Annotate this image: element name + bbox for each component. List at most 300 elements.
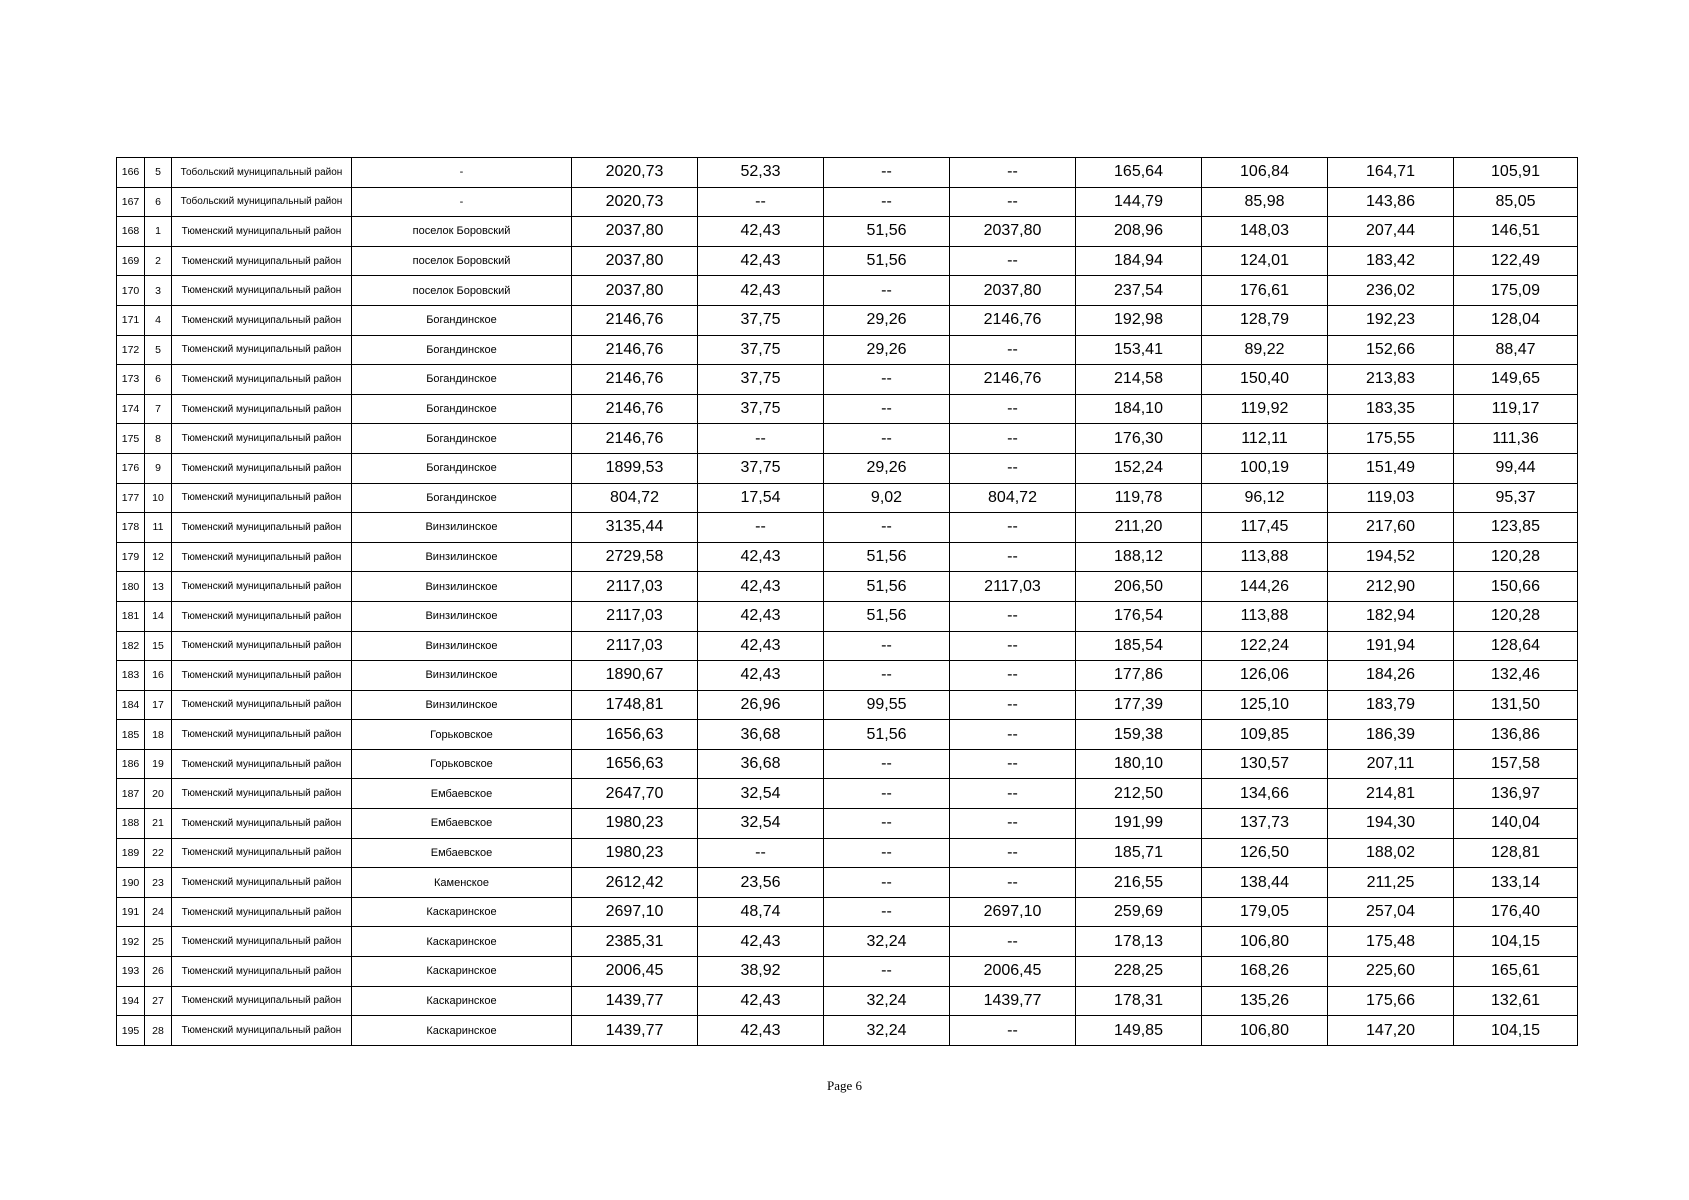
settlement-cell: Богандинское <box>352 424 572 454</box>
value-cell: 1980,23 <box>572 838 698 868</box>
district-cell: Тюменский муниципальный район <box>172 749 352 779</box>
settlement-cell: Винзилинское <box>352 661 572 691</box>
value-cell: 804,72 <box>572 483 698 513</box>
settlement-cell: Каскаринское <box>352 957 572 987</box>
value-cell: 236,02 <box>1328 276 1454 306</box>
value-cell: 119,92 <box>1202 394 1328 424</box>
value-cell: -- <box>824 809 950 839</box>
value-cell: 176,40 <box>1454 897 1578 927</box>
row-number-cell: 171 <box>117 305 145 335</box>
value-cell: -- <box>824 897 950 927</box>
item-index-cell: 15 <box>145 631 172 661</box>
value-cell: 208,96 <box>1076 217 1202 247</box>
value-cell: 104,15 <box>1454 1016 1578 1046</box>
settlement-cell: Ембаевское <box>352 779 572 809</box>
value-cell: -- <box>824 187 950 217</box>
value-cell: 42,43 <box>698 246 824 276</box>
value-cell: 85,98 <box>1202 187 1328 217</box>
value-cell: 3135,44 <box>572 513 698 543</box>
value-cell: -- <box>824 394 950 424</box>
value-cell: 150,66 <box>1454 572 1578 602</box>
district-cell: Тюменский муниципальный район <box>172 483 352 513</box>
value-cell: 237,54 <box>1076 276 1202 306</box>
value-cell: 214,58 <box>1076 365 1202 395</box>
value-cell: 2117,03 <box>572 572 698 602</box>
value-cell: 42,43 <box>698 217 824 247</box>
value-cell: 2146,76 <box>950 365 1076 395</box>
value-cell: 207,44 <box>1328 217 1454 247</box>
value-cell: 132,61 <box>1454 986 1578 1016</box>
table-row <box>117 631 1578 661</box>
district-cell: Тюменский муниципальный район <box>172 217 352 247</box>
value-cell: 136,97 <box>1454 779 1578 809</box>
table-row <box>117 335 1578 365</box>
district-cell: Тюменский муниципальный район <box>172 365 352 395</box>
district-cell: Тюменский муниципальный район <box>172 690 352 720</box>
row-number-cell: 193 <box>117 957 145 987</box>
settlement-cell: Каменское <box>352 868 572 898</box>
value-cell: 123,85 <box>1454 513 1578 543</box>
value-cell: 188,02 <box>1328 838 1454 868</box>
page-number: Page 6 <box>826 1078 863 1093</box>
settlement-cell: Каскаринское <box>352 897 572 927</box>
table-row <box>117 838 1578 868</box>
value-cell: 1899,53 <box>572 453 698 483</box>
item-index-cell: 6 <box>145 187 172 217</box>
settlement-cell: Винзилинское <box>352 631 572 661</box>
value-cell: 134,66 <box>1202 779 1328 809</box>
item-index-cell: 16 <box>145 661 172 691</box>
value-cell: 106,80 <box>1202 927 1328 957</box>
value-cell: 206,50 <box>1076 572 1202 602</box>
value-cell: 2037,80 <box>572 217 698 247</box>
district-cell: Тюменский муниципальный район <box>172 779 352 809</box>
value-cell: 2020,73 <box>572 187 698 217</box>
value-cell: 151,49 <box>1328 453 1454 483</box>
table-row <box>117 276 1578 306</box>
district-cell: Тюменский муниципальный район <box>172 957 352 987</box>
value-cell: 175,48 <box>1328 927 1454 957</box>
value-cell: 124,01 <box>1202 246 1328 276</box>
value-cell: 23,56 <box>698 868 824 898</box>
item-index-cell: 5 <box>145 335 172 365</box>
value-cell: 132,46 <box>1454 661 1578 691</box>
item-index-cell: 24 <box>145 897 172 927</box>
value-cell: 105,91 <box>1454 158 1578 188</box>
settlement-cell: Каскаринское <box>352 986 572 1016</box>
value-cell: 1439,77 <box>572 1016 698 1046</box>
table-row <box>117 690 1578 720</box>
district-cell: Тюменский муниципальный район <box>172 868 352 898</box>
district-cell: Тюменский муниципальный район <box>172 838 352 868</box>
row-number-cell: 170 <box>117 276 145 306</box>
value-cell: -- <box>824 424 950 454</box>
table-row <box>117 927 1578 957</box>
value-cell: 2146,76 <box>572 424 698 454</box>
row-number-cell: 178 <box>117 513 145 543</box>
value-cell: 217,60 <box>1328 513 1454 543</box>
value-cell: 168,26 <box>1202 957 1328 987</box>
district-cell: Тюменский муниципальный район <box>172 897 352 927</box>
value-cell: 2117,03 <box>950 572 1076 602</box>
value-cell: 1890,67 <box>572 661 698 691</box>
row-number-cell: 180 <box>117 572 145 602</box>
value-cell: 149,65 <box>1454 365 1578 395</box>
value-cell: 135,26 <box>1202 986 1328 1016</box>
value-cell: 2146,76 <box>572 335 698 365</box>
value-cell: 152,66 <box>1328 335 1454 365</box>
row-number-cell: 181 <box>117 601 145 631</box>
item-index-cell: 18 <box>145 720 172 750</box>
value-cell: 42,43 <box>698 601 824 631</box>
item-index-cell: 23 <box>145 868 172 898</box>
value-cell: 51,56 <box>824 572 950 602</box>
value-cell: -- <box>950 927 1076 957</box>
table-row <box>117 187 1578 217</box>
value-cell: 120,28 <box>1454 542 1578 572</box>
value-cell: 37,75 <box>698 365 824 395</box>
row-number-cell: 176 <box>117 453 145 483</box>
item-index-cell: 26 <box>145 957 172 987</box>
value-cell: 2146,76 <box>572 305 698 335</box>
value-cell: 122,24 <box>1202 631 1328 661</box>
settlement-cell: поселок Боровский <box>352 217 572 247</box>
value-cell: 191,94 <box>1328 631 1454 661</box>
value-cell: 183,42 <box>1328 246 1454 276</box>
tariff-table <box>116 157 1578 1046</box>
district-cell: Тюменский муниципальный район <box>172 986 352 1016</box>
value-cell: -- <box>950 187 1076 217</box>
value-cell: 26,96 <box>698 690 824 720</box>
value-cell: -- <box>950 542 1076 572</box>
value-cell: 29,26 <box>824 335 950 365</box>
value-cell: -- <box>950 1016 1076 1046</box>
value-cell: 88,47 <box>1454 335 1578 365</box>
value-cell: 52,33 <box>698 158 824 188</box>
value-cell: 117,45 <box>1202 513 1328 543</box>
value-cell: -- <box>824 631 950 661</box>
item-index-cell: 25 <box>145 927 172 957</box>
value-cell: 143,86 <box>1328 187 1454 217</box>
value-cell: 42,43 <box>698 572 824 602</box>
value-cell: 119,78 <box>1076 483 1202 513</box>
row-number-cell: 179 <box>117 542 145 572</box>
settlement-cell: поселок Боровский <box>352 276 572 306</box>
item-index-cell: 9 <box>145 453 172 483</box>
value-cell: 37,75 <box>698 453 824 483</box>
value-cell: -- <box>698 187 824 217</box>
row-number-cell: 188 <box>117 809 145 839</box>
row-number-cell: 184 <box>117 690 145 720</box>
value-cell: 42,43 <box>698 276 824 306</box>
value-cell: 211,20 <box>1076 513 1202 543</box>
value-cell: -- <box>950 868 1076 898</box>
value-cell: -- <box>950 453 1076 483</box>
value-cell: 150,40 <box>1202 365 1328 395</box>
value-cell: 100,19 <box>1202 453 1328 483</box>
item-index-cell: 1 <box>145 217 172 247</box>
settlement-cell: - <box>352 187 572 217</box>
value-cell: 1656,63 <box>572 720 698 750</box>
value-cell: 9,02 <box>824 483 950 513</box>
value-cell: 159,38 <box>1076 720 1202 750</box>
value-cell: -- <box>950 720 1076 750</box>
value-cell: 259,69 <box>1076 897 1202 927</box>
value-cell: 99,44 <box>1454 453 1578 483</box>
value-cell: -- <box>824 365 950 395</box>
value-cell: 2697,10 <box>950 897 1076 927</box>
value-cell: 42,43 <box>698 986 824 1016</box>
row-number-cell: 194 <box>117 986 145 1016</box>
value-cell: 37,75 <box>698 305 824 335</box>
value-cell: 37,75 <box>698 394 824 424</box>
value-cell: 126,50 <box>1202 838 1328 868</box>
settlement-cell: Богандинское <box>352 394 572 424</box>
value-cell: 2117,03 <box>572 601 698 631</box>
value-cell: 176,61 <box>1202 276 1328 306</box>
item-index-cell: 2 <box>145 246 172 276</box>
value-cell: -- <box>950 631 1076 661</box>
value-cell: 188,12 <box>1076 542 1202 572</box>
value-cell: 144,26 <box>1202 572 1328 602</box>
row-number-cell: 166 <box>117 158 145 188</box>
value-cell: 2385,31 <box>572 927 698 957</box>
value-cell: 2037,80 <box>572 276 698 306</box>
settlement-cell: Богандинское <box>352 483 572 513</box>
value-cell: 51,56 <box>824 217 950 247</box>
item-index-cell: 21 <box>145 809 172 839</box>
district-cell: Тюменский муниципальный район <box>172 276 352 306</box>
value-cell: 42,43 <box>698 661 824 691</box>
value-cell: 2697,10 <box>572 897 698 927</box>
value-cell: 178,31 <box>1076 986 1202 1016</box>
district-cell: Тобольский муниципальный район <box>172 187 352 217</box>
row-number-cell: 187 <box>117 779 145 809</box>
value-cell: -- <box>950 601 1076 631</box>
value-cell: 2037,80 <box>950 217 1076 247</box>
value-cell: 212,50 <box>1076 779 1202 809</box>
settlement-cell: Винзилинское <box>352 690 572 720</box>
district-cell: Тюменский муниципальный район <box>172 305 352 335</box>
value-cell: 2647,70 <box>572 779 698 809</box>
table-row <box>117 661 1578 691</box>
row-number-cell: 172 <box>117 335 145 365</box>
table-row <box>117 542 1578 572</box>
value-cell: 211,25 <box>1328 868 1454 898</box>
item-index-cell: 19 <box>145 749 172 779</box>
value-cell: 179,05 <box>1202 897 1328 927</box>
item-index-cell: 4 <box>145 305 172 335</box>
table-row <box>117 720 1578 750</box>
value-cell: 112,11 <box>1202 424 1328 454</box>
table-row <box>117 217 1578 247</box>
value-cell: 184,94 <box>1076 246 1202 276</box>
district-cell: Тюменский муниципальный район <box>172 927 352 957</box>
value-cell: 2006,45 <box>572 957 698 987</box>
settlement-cell: Каскаринское <box>352 1016 572 1046</box>
value-cell: 2117,03 <box>572 631 698 661</box>
value-cell: 99,55 <box>824 690 950 720</box>
value-cell: 138,44 <box>1202 868 1328 898</box>
row-number-cell: 175 <box>117 424 145 454</box>
value-cell: 128,79 <box>1202 305 1328 335</box>
value-cell: 149,85 <box>1076 1016 1202 1046</box>
value-cell: 128,81 <box>1454 838 1578 868</box>
settlement-cell: Винзилинское <box>352 601 572 631</box>
value-cell: 51,56 <box>824 542 950 572</box>
value-cell: 32,24 <box>824 986 950 1016</box>
value-cell: 192,23 <box>1328 305 1454 335</box>
district-cell: Тюменский муниципальный район <box>172 542 352 572</box>
value-cell: 216,55 <box>1076 868 1202 898</box>
row-number-cell: 177 <box>117 483 145 513</box>
value-cell: -- <box>824 779 950 809</box>
value-cell: 136,86 <box>1454 720 1578 750</box>
value-cell: 95,37 <box>1454 483 1578 513</box>
value-cell: -- <box>950 749 1076 779</box>
table-row <box>117 158 1578 188</box>
table-row <box>117 572 1578 602</box>
item-index-cell: 28 <box>145 1016 172 1046</box>
value-cell: 177,39 <box>1076 690 1202 720</box>
district-cell: Тюменский муниципальный район <box>172 809 352 839</box>
value-cell: 257,04 <box>1328 897 1454 927</box>
value-cell: 131,50 <box>1454 690 1578 720</box>
item-index-cell: 27 <box>145 986 172 1016</box>
value-cell: 29,26 <box>824 305 950 335</box>
value-cell: 228,25 <box>1076 957 1202 987</box>
value-cell: -- <box>824 749 950 779</box>
item-index-cell: 20 <box>145 779 172 809</box>
item-index-cell: 6 <box>145 365 172 395</box>
value-cell: 106,80 <box>1202 1016 1328 1046</box>
value-cell: 133,14 <box>1454 868 1578 898</box>
settlement-cell: Богандинское <box>352 305 572 335</box>
settlement-cell: Каскаринское <box>352 927 572 957</box>
item-index-cell: 12 <box>145 542 172 572</box>
district-cell: Тюменский муниципальный район <box>172 453 352 483</box>
settlement-cell: поселок Боровский <box>352 246 572 276</box>
row-number-cell: 167 <box>117 187 145 217</box>
district-cell: Тюменский муниципальный район <box>172 424 352 454</box>
value-cell: 32,54 <box>698 779 824 809</box>
table-row <box>117 483 1578 513</box>
value-cell: 48,74 <box>698 897 824 927</box>
item-index-cell: 8 <box>145 424 172 454</box>
value-cell: 184,10 <box>1076 394 1202 424</box>
value-cell: 96,12 <box>1202 483 1328 513</box>
value-cell: 146,51 <box>1454 217 1578 247</box>
row-number-cell: 168 <box>117 217 145 247</box>
value-cell: 17,54 <box>698 483 824 513</box>
row-number-cell: 185 <box>117 720 145 750</box>
value-cell: 186,39 <box>1328 720 1454 750</box>
value-cell: -- <box>698 513 824 543</box>
value-cell: 2037,80 <box>950 276 1076 306</box>
value-cell: 85,05 <box>1454 187 1578 217</box>
value-cell: 122,49 <box>1454 246 1578 276</box>
value-cell: 51,56 <box>824 720 950 750</box>
settlement-cell: Богандинское <box>352 365 572 395</box>
value-cell: -- <box>824 158 950 188</box>
value-cell: 165,64 <box>1076 158 1202 188</box>
row-number-cell: 173 <box>117 365 145 395</box>
table-row <box>117 601 1578 631</box>
value-cell: 111,36 <box>1454 424 1578 454</box>
value-cell: 2037,80 <box>572 246 698 276</box>
value-cell: -- <box>950 809 1076 839</box>
district-cell: Тюменский муниципальный район <box>172 513 352 543</box>
value-cell: 176,54 <box>1076 601 1202 631</box>
table-row <box>117 365 1578 395</box>
row-number-cell: 174 <box>117 394 145 424</box>
value-cell: -- <box>824 276 950 306</box>
value-cell: -- <box>950 246 1076 276</box>
value-cell: 128,04 <box>1454 305 1578 335</box>
settlement-cell: Горьковское <box>352 720 572 750</box>
value-cell: -- <box>824 868 950 898</box>
value-cell: -- <box>950 513 1076 543</box>
value-cell: 1439,77 <box>950 986 1076 1016</box>
row-number-cell: 191 <box>117 897 145 927</box>
value-cell: 194,30 <box>1328 809 1454 839</box>
value-cell: 165,61 <box>1454 957 1578 987</box>
settlement-cell: Винзилинское <box>352 572 572 602</box>
value-cell: 192,98 <box>1076 305 1202 335</box>
value-cell: 104,15 <box>1454 927 1578 957</box>
value-cell: 182,94 <box>1328 601 1454 631</box>
item-index-cell: 3 <box>145 276 172 306</box>
value-cell: 804,72 <box>950 483 1076 513</box>
district-cell: Тюменский муниципальный район <box>172 720 352 750</box>
row-number-cell: 186 <box>117 749 145 779</box>
value-cell: -- <box>698 424 824 454</box>
value-cell: 175,09 <box>1454 276 1578 306</box>
value-cell: 32,54 <box>698 809 824 839</box>
value-cell: 178,13 <box>1076 927 1202 957</box>
table-row <box>117 809 1578 839</box>
table-row <box>117 513 1578 543</box>
value-cell: 185,54 <box>1076 631 1202 661</box>
value-cell: 130,57 <box>1202 749 1328 779</box>
value-cell: 89,22 <box>1202 335 1328 365</box>
value-cell: 42,43 <box>698 631 824 661</box>
value-cell: 214,81 <box>1328 779 1454 809</box>
item-index-cell: 14 <box>145 601 172 631</box>
settlement-cell: Богандинское <box>352 453 572 483</box>
table-row <box>117 779 1578 809</box>
value-cell: 119,17 <box>1454 394 1578 424</box>
value-cell: 225,60 <box>1328 957 1454 987</box>
table-row <box>117 453 1578 483</box>
table-row <box>117 246 1578 276</box>
value-cell: 113,88 <box>1202 542 1328 572</box>
district-cell: Тобольский муниципальный район <box>172 158 352 188</box>
row-number-cell: 192 <box>117 927 145 957</box>
table-row <box>117 986 1578 1016</box>
value-cell: 36,68 <box>698 749 824 779</box>
value-cell: -- <box>950 335 1076 365</box>
settlement-cell: Горьковское <box>352 749 572 779</box>
value-cell: 194,52 <box>1328 542 1454 572</box>
district-cell: Тюменский муниципальный район <box>172 572 352 602</box>
district-cell: Тюменский муниципальный район <box>172 601 352 631</box>
district-cell: Тюменский муниципальный район <box>172 661 352 691</box>
value-cell: 38,92 <box>698 957 824 987</box>
value-cell: 42,43 <box>698 1016 824 1046</box>
table-row <box>117 305 1578 335</box>
value-cell: 1656,63 <box>572 749 698 779</box>
